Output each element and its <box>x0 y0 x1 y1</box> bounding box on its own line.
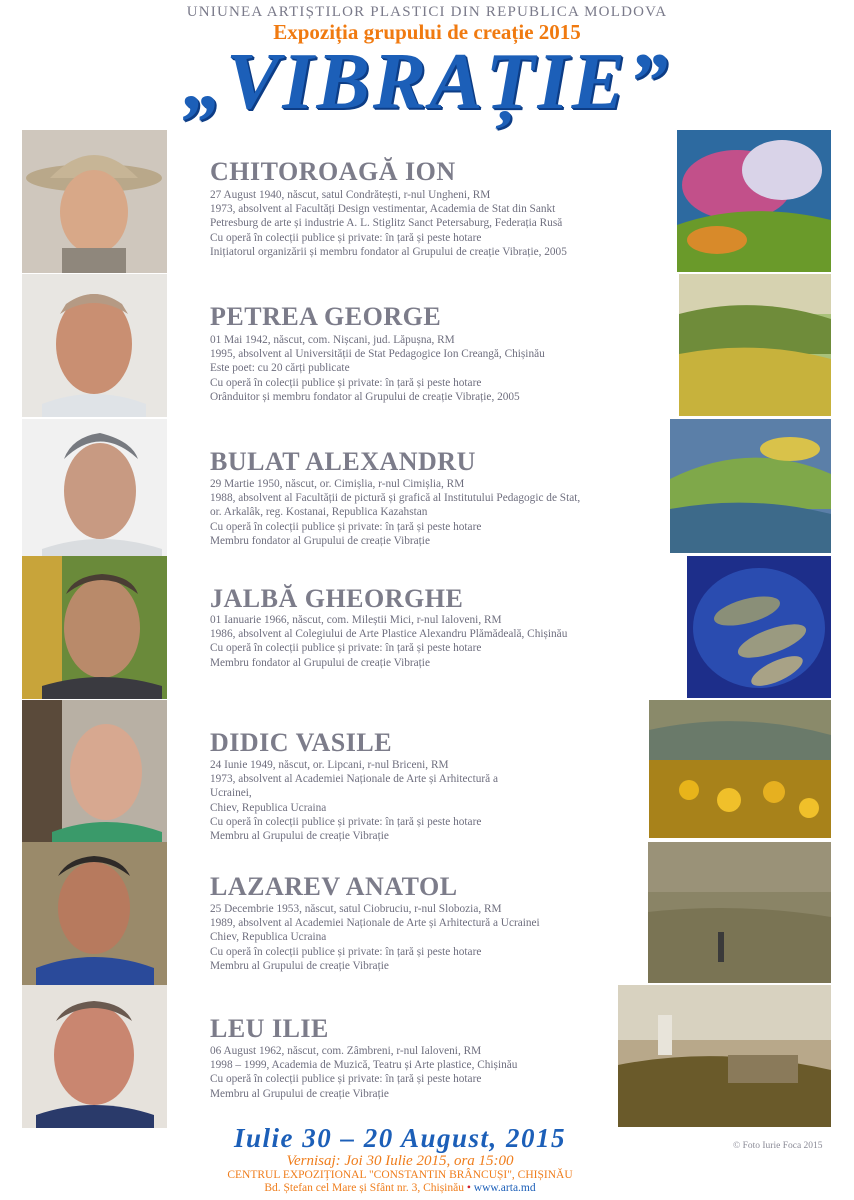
portrait-photo <box>22 130 167 273</box>
portrait-photo <box>22 700 167 843</box>
exhibition-subtitle: Expoziția grupului de creație 2015 <box>273 20 581 44</box>
artist-bio <box>210 1044 640 1101</box>
bio-line: Cu operă în colecții publice și private: în țară și peste hotare <box>210 231 482 244</box>
artist-name: JALBĂ GHEORGHE <box>210 584 464 613</box>
artist-name: CHITOROAGĂ ION <box>210 157 456 186</box>
artist-name: LAZAREV ANATOL <box>210 872 458 901</box>
bio-line: 1998 – 1999, Academia de Muzică, Teatru și Arte plastice, Chișinău <box>210 1059 518 1072</box>
artist-bio <box>210 188 640 259</box>
venue-name: CENTRUL EXPOZIȚIONAL "CONSTANTIN BRÂNCUȘI", CHIȘINĂU <box>227 1169 573 1181</box>
painting-image <box>618 985 831 1127</box>
bio-line: Orânduitor și membru fondator al Grupului de creație Vibrație, 2005 <box>210 390 520 403</box>
bio-line: 1989, absolvent al Academiei Naționale de Arte și Arhitectură a Ucrainei <box>210 917 540 930</box>
bio-line: Cu operă în colecții publice și private: în țară și peste hotare <box>210 815 482 828</box>
portrait-photo <box>22 842 167 985</box>
website-link[interactable]: www.arta.md <box>473 1182 536 1194</box>
bio-line: 29 Martie 1950, născut, or. Cimișlia, r-nul Cimișlia, RM <box>210 478 465 490</box>
bio-line: 01 Mai 1942, născut, com. Nișcani, jud. Lăpușna, RM <box>210 334 455 346</box>
bio-line: 1995, absolvent al Universității de Stat Pedagogice Ion Creangă, Chișinău <box>210 348 545 361</box>
bio-line: Cu operă în colecții publice și private: în țară și peste hotare <box>210 1073 482 1086</box>
portrait-photo <box>22 274 167 417</box>
bio-line: 1973, absolvent al Academiei Naționale de Arte și Arhitectură a <box>210 773 498 786</box>
venue-address: Bd. Ștefan cel Mare și Sfânt nr. 3, Chișinău <box>264 1182 464 1194</box>
bio-line: 27 August 1940, născut, satul Condrătești, r-nul Ungheni, RM <box>210 189 491 201</box>
artist-bio <box>210 613 640 670</box>
exhibition-dates: Iulie 30 – 20 August, 2015 <box>233 1123 567 1153</box>
bio-line: 06 August 1962, născut, com. Zâmbreni, r-nul Ialoveni, RM <box>210 1045 482 1057</box>
artist-bio <box>210 333 640 404</box>
artist-name: DIDIC VASILE <box>210 728 393 757</box>
portrait-photo <box>22 985 167 1128</box>
bio-line: Membru al Grupului de creație Vibrație <box>210 959 389 972</box>
artist-bio <box>210 902 640 973</box>
bio-line: 1988, absolvent al Facultății de pictură și grafică al Institutului Pedagogic de Stat, <box>210 492 581 505</box>
painting-image <box>679 274 831 416</box>
bio-line: Este poet: cu 20 cărți publicate <box>210 362 350 375</box>
painting-image <box>677 130 831 272</box>
bio-line: 01 Ianuarie 1966, născut, com. Mileștii Mici, r-nul Ialoveni, RM <box>210 614 502 626</box>
photo-credit: © Foto Iurie Foca 2015 <box>733 1141 823 1151</box>
bio-line: 25 Decembrie 1953, născut, satul Ciobruciu, r-nul Slobozia, RM <box>210 903 502 915</box>
bio-line: 1973, absolvent al Facultăți Design vestimentar, Academia de Stat din Sankt <box>210 203 556 216</box>
artist-name: BULAT ALEXANDRU <box>210 447 476 476</box>
painting-image <box>648 842 831 983</box>
portrait-photo <box>22 556 167 699</box>
painting-image <box>649 700 831 838</box>
bio-line: Membru fondator al Grupului de creație Vibrație <box>210 656 430 669</box>
portrait-photo <box>22 419 167 562</box>
bio-line: or. Arkalâk, reg. Kostanai, Republica Kazahstan <box>210 506 428 519</box>
bio-line: Cu operă în colecții publice și private: în țară și peste hotare <box>210 376 482 389</box>
exhibition-title: „VIBRAȚIE” <box>183 38 671 126</box>
artist-bio <box>210 477 640 548</box>
painting-image <box>687 556 831 698</box>
artist-name: PETREA GEORGE <box>210 302 442 331</box>
bio-line: Membru al Grupului de creație Vibrație <box>210 1087 389 1100</box>
venue-address-line <box>0 1182 800 1194</box>
bio-line: Inițiatorul organizării și membru fondator al Grupului de creație Vibrație, 2005 <box>210 245 567 258</box>
artist-name: LEU ILIE <box>210 1014 329 1043</box>
artist-bio <box>210 758 640 843</box>
bio-line: 24 Iunie 1949, născut, or. Lipcani, r-nul Briceni, RM <box>210 759 449 771</box>
bio-line: Petresburg de arte și industrie A. L. Stiglitz Sanct Petersaburg, Federația Rusă <box>210 217 563 230</box>
bio-line: Cu operă în colecții publice și private: în țară și peste hotare <box>210 945 482 958</box>
bio-line: Chiev, Republica Ucraina <box>210 931 327 944</box>
bio-line: Cu operă în colecții publice și private: în țară și peste hotare <box>210 642 482 655</box>
painting-image <box>670 419 831 553</box>
bio-line: Membru al Grupului de creație Vibrație <box>210 830 389 843</box>
bio-line: Membru fondator al Grupului de creație Vibrație <box>210 534 430 547</box>
organization-name: UNIUNEA ARTIȘTILOR PLASTICI DIN REPUBLICA MOLDOVA <box>186 4 668 20</box>
opening-info: Vernisaj: Joi 30 Iulie 2015, ora 15:00 <box>286 1153 514 1169</box>
bio-line: Ucrainei, <box>210 787 252 800</box>
bio-line: Cu operă în colecții publice și private: în țară și peste hotare <box>210 520 482 533</box>
bio-line: Chiev, Republica Ucraina <box>210 801 327 814</box>
bullet-separator: • <box>466 1182 471 1194</box>
bio-line: 1986, absolvent al Colegiului de Arte Plastice Alexandru Plămădeală, Chișinău <box>210 628 568 641</box>
